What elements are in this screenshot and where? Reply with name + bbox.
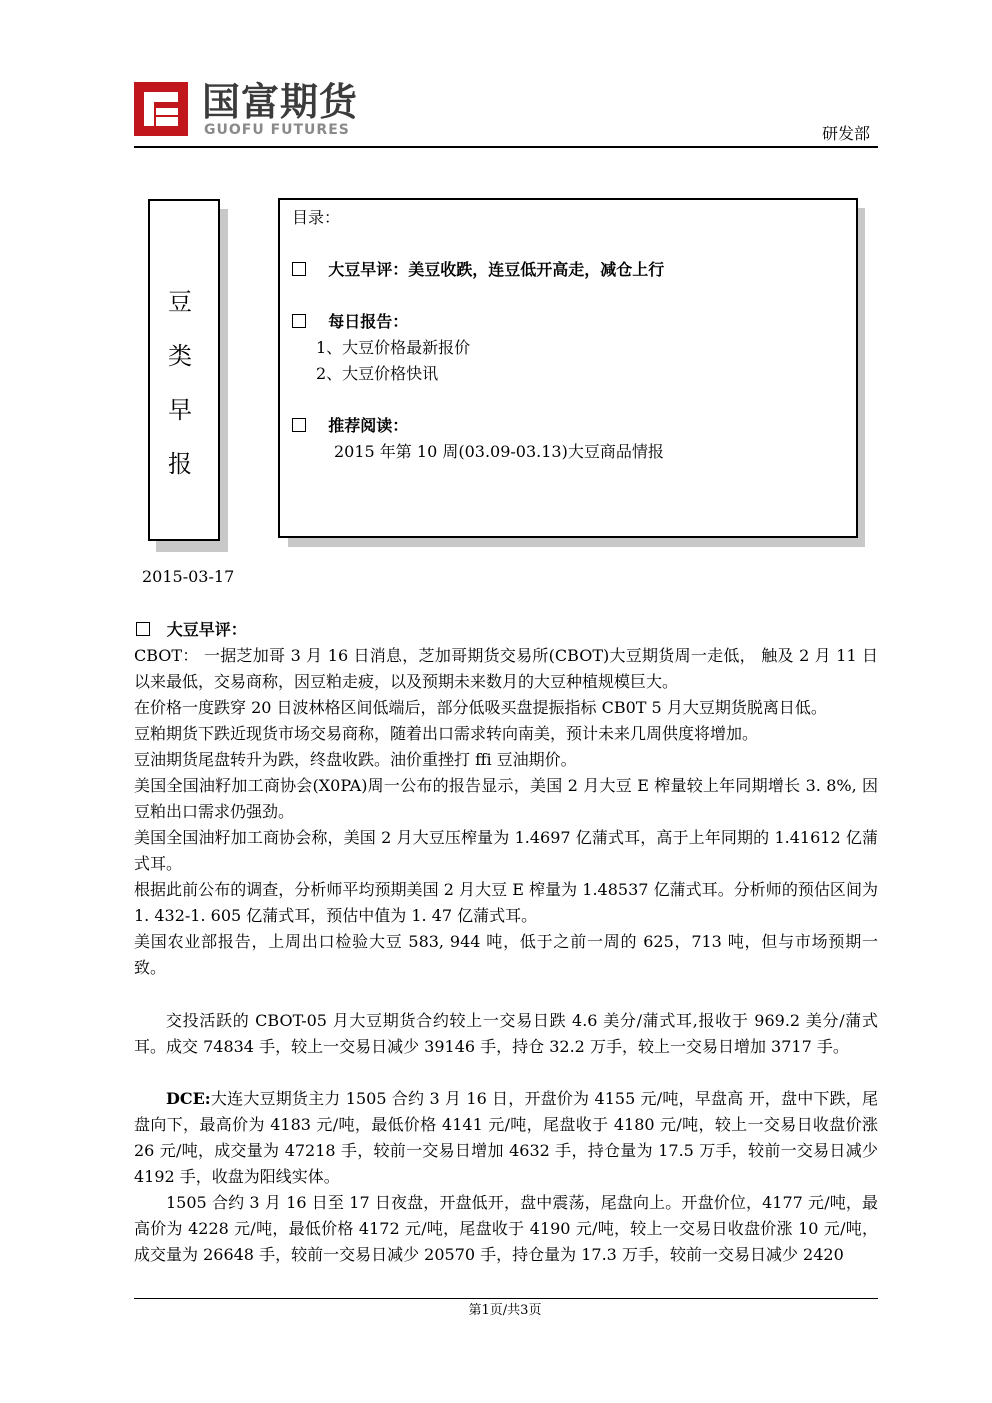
news-paragraph: 1505 合约 3 月 16 日至 17 日夜盘，开盘低开，盘中震荡，尾盘向上。开盘价位，4177 元/吨，最高价为 4228 元/吨，最低价格 4172 元/吨，尾盘收于 4190 元/吨，较上一交易日收盘价涨 10 元/吨，成交量为 26648 手，较前一交易日减少 20570 手，持仓量为 17.3 万手，较前一交易日减少 2420 xyxy=(134,1193,878,1264)
news-paragraph: 美国全国油籽加工商协会(X0PA)周一公布的报告显示，美国 2 月大豆 E 榨量较上年同期增长 3. 8%, 因豆粕出口需求仍强劲。 xyxy=(134,776,878,821)
header-divider xyxy=(134,146,878,148)
news-paragraph: 在价格一度跌穿 20 日波林格区间低端后，部分低吸买盘提振指标 CB0T 5 月大豆期货脱离日低。 xyxy=(134,698,827,717)
news-paragraph: CBOT： 一据芝加哥 3 月 16 日消息，芝加哥期货交易所(CBOT)大豆期货周一走低， 触及 2 月 11 日以来最低，交易商称，因豆粕走疲，以及预期未来数月的大豆种植规模巨大。 xyxy=(134,646,878,691)
report-date: 2015-03-17 xyxy=(142,567,235,586)
checkbox-icon xyxy=(292,418,306,432)
dce-text: 大连大豆期货主力 1505 合约 3 月 16 日，开盘价为 4155 元/吨，早盘高 开，盘中下跌，尾盘向下，最高价为 4183 元/吨，最低价格 4141 元/吨，尾盘收于 4180 元/吨，较上一交易日收盘价涨 26 元/吨，成交量为 47218 手，较前一交易日增加 4632 手，持仓量为 17.5 万手，较前一交易日减少 4192 手，收盘为阳线实体。 xyxy=(134,1089,878,1186)
news-paragraph: 美国农业部报告，上周出口检验大豆 583, 944 吨，低于之前一周的 625，713 吨，但与市场预期一致。 xyxy=(134,932,878,977)
dce-summary xyxy=(134,1086,878,1268)
title-char: 类 xyxy=(168,342,192,370)
news-paragraph xyxy=(134,1086,878,1190)
news-paragraph: 交投活跃的 CBOT-05 月大豆期货合约较上一交易日跌 4.6 美分/蒲式耳,报收于 969.2 美分/蒲式耳。成交 74834 手，较上一交易日减少 39146 手，持仓 32.2 万手，较上一交易日增加 3717 手。 xyxy=(134,1011,878,1056)
title-char: 豆 xyxy=(168,288,192,316)
section-heading-label: 大豆早评： xyxy=(166,620,247,639)
page-number: 第1页/共3页 xyxy=(468,1303,542,1318)
news-paragraph: 豆粕期货下跌近现货市场交易商称，随着出口需求转向南美，预计未来几周供度将增加。 xyxy=(134,724,759,743)
toc-item-daily-report xyxy=(292,311,408,333)
dce-label: DCE: xyxy=(166,1089,211,1108)
footer-divider xyxy=(134,1298,878,1299)
news-paragraph: 根据此前公布的调查，分析师平均预期美国 2 月大豆 E 榨量为 1.48537 亿蒲式耳。分析师的预估区间为 1. 432-1. 605 亿蒲式耳，预估中值为 1. 47 亿蒲式耳。 xyxy=(134,880,878,925)
cbot-trade-summary xyxy=(134,1008,878,1060)
logo-chinese-name: 国富期货 xyxy=(202,80,359,124)
toc-subitem: 1、大豆价格最新报价 xyxy=(316,338,471,357)
company-logo-mark xyxy=(134,82,188,136)
checkbox-icon xyxy=(292,262,306,276)
section-heading xyxy=(136,619,247,641)
toc-item-morning-review xyxy=(292,259,664,281)
logo-english-name: GUOFU FUTURES xyxy=(204,122,350,138)
report-title xyxy=(160,275,200,491)
news-paragraph: 美国全国油籽加工商协会称，美国 2 月大豆压榨量为 1.4697 亿蒲式耳，高于上年同期的 1.41612 亿蒲式耳。 xyxy=(134,828,878,873)
title-char: 报 xyxy=(168,450,192,478)
toc-item-recommended xyxy=(292,415,408,437)
title-char: 早 xyxy=(168,396,192,424)
cbot-news-block xyxy=(134,643,878,981)
toc-item-label: 每日报告： xyxy=(328,312,409,331)
toc-heading: 目录： xyxy=(292,208,341,227)
checkbox-icon xyxy=(292,314,306,328)
toc-item-label: 推荐阅读： xyxy=(328,416,409,435)
department-label: 研发部 xyxy=(822,124,871,143)
toc-item-label: 大豆早评：美豆收跌，连豆低开高走，减仓上行 xyxy=(328,260,665,279)
toc-subitem: 2015 年第 10 周(03.09-03.13)大豆商品情报 xyxy=(334,442,664,461)
news-paragraph: 豆油期货尾盘转升为跌，终盘收跌。油价重挫打 ffi 豆油期价。 xyxy=(134,750,577,769)
toc-subitem: 2、大豆价格快讯 xyxy=(316,364,439,383)
checkbox-icon xyxy=(136,622,150,636)
